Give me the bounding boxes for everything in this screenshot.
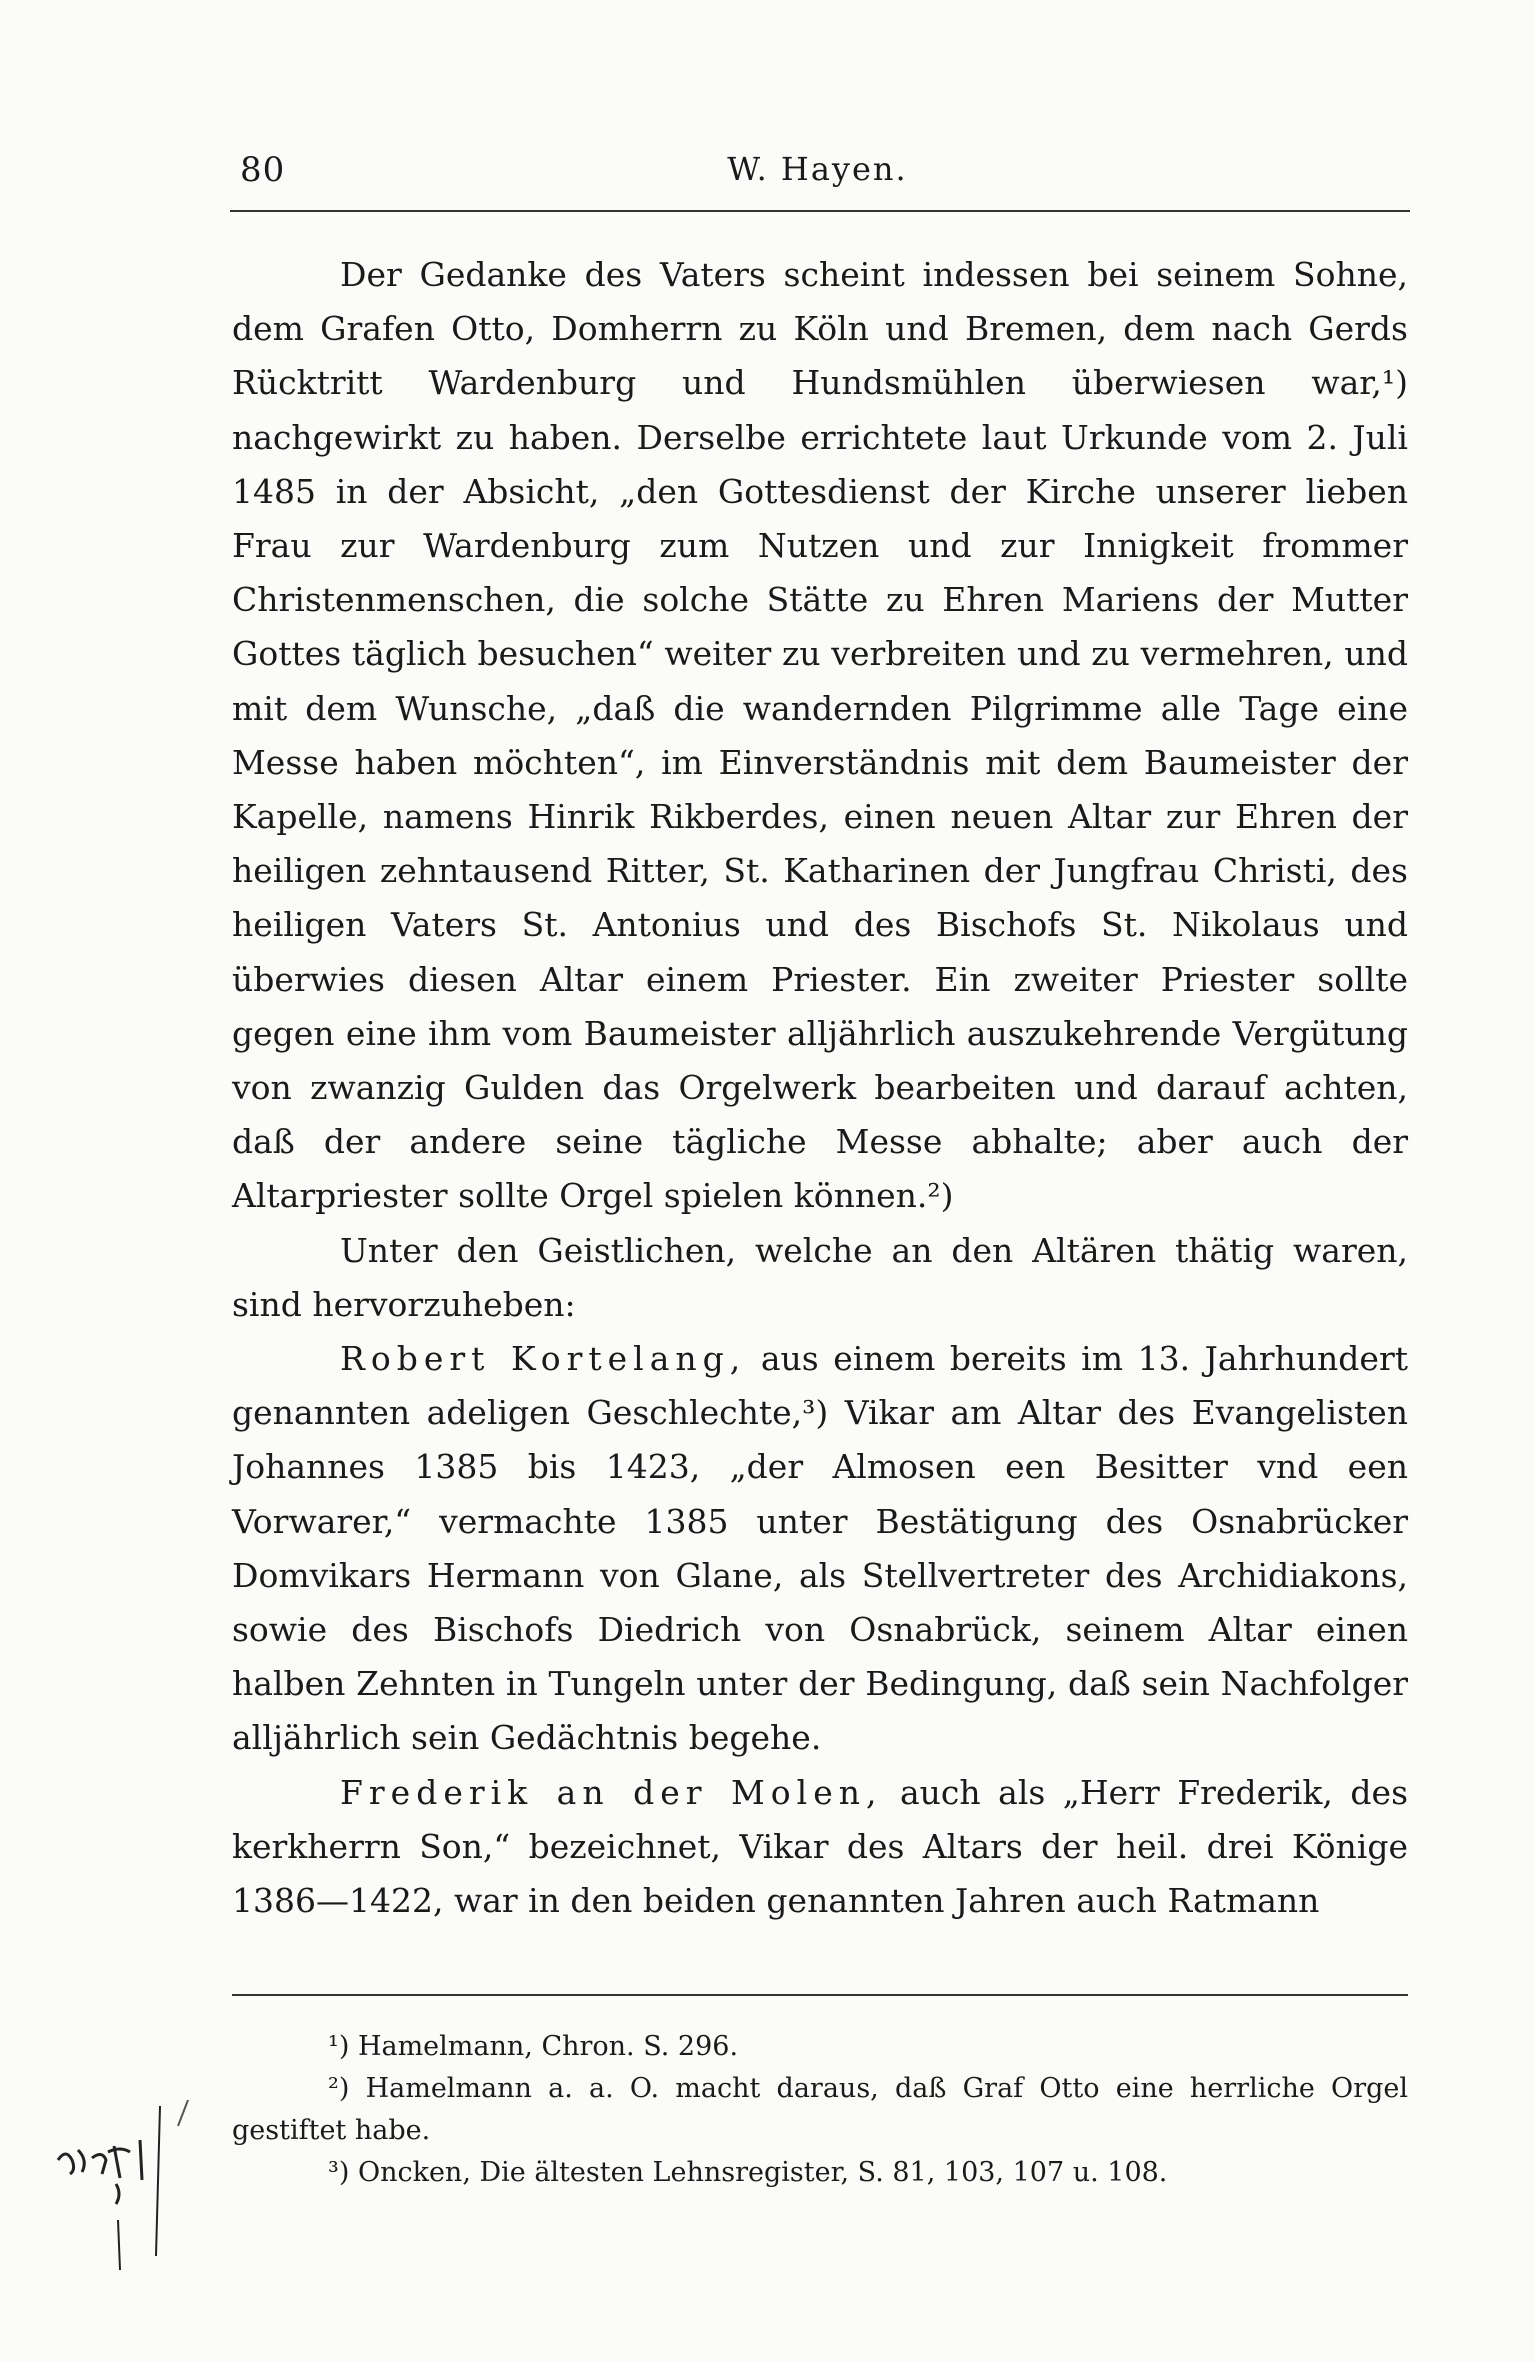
- footnotes: [232, 2026, 1408, 2194]
- header-rule: [230, 210, 1410, 212]
- main-text: [232, 248, 1408, 1928]
- page-header: [230, 150, 1405, 210]
- footnote: ²) Hamelmann a. a. O. macht daraus, daß Graf Otto eine herrliche Orgel gestiftet habe.: [232, 2073, 1408, 2146]
- person-name: Robert Kortelang,: [340, 1339, 747, 1379]
- paragraph-text: aus einem bereits im 13. Jahrhundert genannten adeligen Geschlechte,³) Vikar am Altar des Evangelisten Johannes 1385 bis 1423, „der Almosen een Besitter vnd een Vorwarer,“ vermachte 1385 unter Bestätigung des Osnabrücker Domvikars Hermann von Glane, als Stellvertreter des Archidiakons, sowie des Bischofs Diedrich von Osnabrück, seinem Altar einen halben Zehnten in Tungeln unter der Bedingung, daß sein Nachfolger alljährlich sein Gedächtnis begehe.: [232, 1339, 1408, 1758]
- running-head: W. Hayen.: [727, 150, 908, 188]
- person-name: Frederik an der Molen,: [340, 1772, 883, 1812]
- page-number: 80: [240, 150, 286, 190]
- paragraph: Unter den Geistlichen, welche an den Altären thätig waren, sind hervorzuheben:: [232, 1230, 1408, 1324]
- paragraph: [232, 1766, 1408, 1929]
- footnote: ³) Oncken, Die ältesten Lehnsregister, S. 81, 103, 107 u. 108.: [328, 2157, 1168, 2188]
- footnote-rule: [232, 1994, 1408, 1996]
- paragraph: Der Gedanke des Vaters scheint indessen bei seinem Sohne, dem Grafen Otto, Domherrn zu Köln und Bremen, dem nach Gerds Rücktritt Wardenburg und Hundsmühlen überwiesen war,¹) nachgewirkt zu haben. Derselbe errichtete laut Urkunde vom 2. Juli 1485 in der Absicht, „den Gottesdienst der Kirche unserer lieben Frau zur Wardenburg zum Nutzen und zur Innigkeit frommer Christenmenschen, die solche Stätte zu Ehren Mariens der Mutter Gottes täglich besuchen“ weiter zu verbreiten und zu vermehren, und mit dem Wunsche, „daß die wandernden Pilgrimme alle Tage eine Messe haben möchten“, im Einverständnis mit dem Baumeister der Kapelle, namens Hinrik Rikberdes, einen neuen Altar zur Ehren der heiligen zehntausend Ritter, St. Katharinen der Jungfrau Christi, des heiligen Vaters St. Antonius und des Bischofs St. Nikolaus und überwies diesen Altar einem Priester. Ein zweiter Priester sollte gegen eine ihm vom Baumeister alljährlich auszukehrende Vergütung von zwanzig Gulden das Orgelwerk bearbeiten und darauf achten, daß der andere seine tägliche Messe abhalte; aber auch der Altarpriester sollte Orgel spielen können.²): [232, 255, 1408, 1216]
- footnote: ¹) Hamelmann, Chron. S. 296.: [328, 2031, 739, 2062]
- paragraph-text: auch als „Herr Frederik, des kerkherrn Son,“ bezeichnet, Vikar des Altars der heil. drei Könige 1386—1422, war in den beiden genannten Jahren auch Ratmann: [232, 1772, 1408, 1921]
- paragraph: [232, 1332, 1408, 1766]
- handwritten-margin-mark: [48, 2100, 208, 2280]
